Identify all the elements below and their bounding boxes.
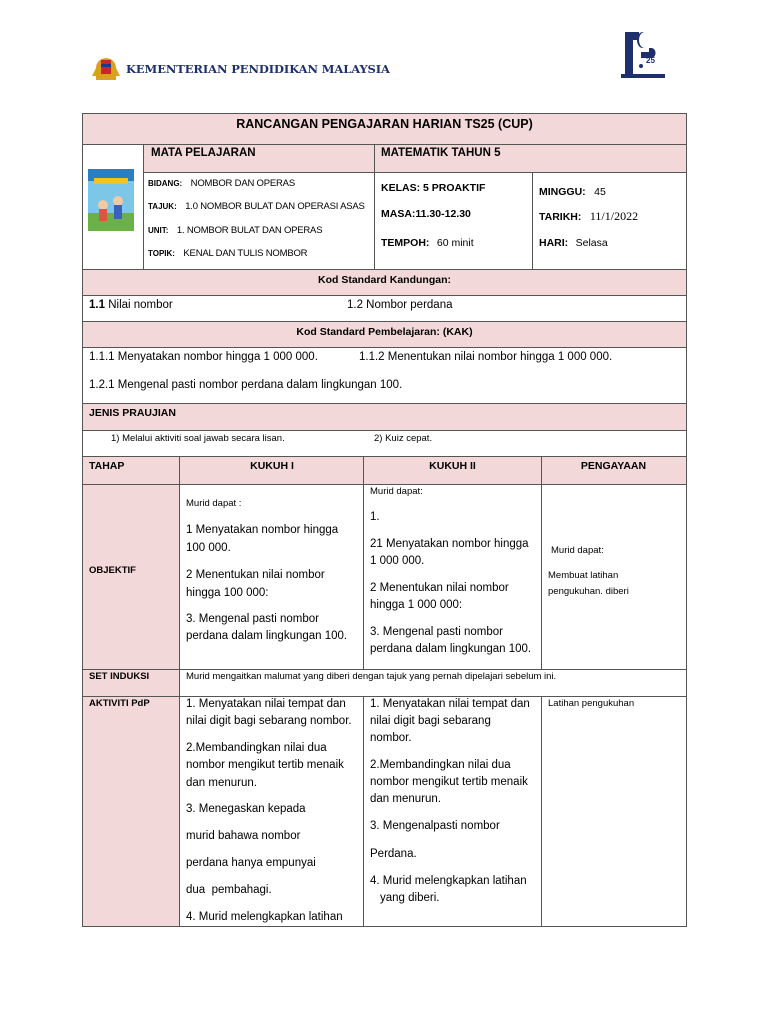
minggu-value: 45 (594, 186, 606, 198)
bidang-value: NOMBOR DAN OPERAS (190, 178, 295, 189)
jenis-item-1: 1) Melalui aktiviti soal jawab secara lisan. (111, 433, 285, 444)
topik-label: TOPIK: (148, 249, 175, 258)
akt-pengayaan-text: Latihan pengukuhan (548, 698, 635, 709)
col-pengayaan: PENGAYAAN (580, 460, 647, 472)
obj-k1-intro: Murid dapat : (186, 498, 242, 509)
obj-k2-line: 2 Menentukan nilai nombor (370, 582, 509, 594)
obj-k1-line: 100 000. (186, 542, 231, 554)
akt-k2-line: dan menurun. (370, 793, 441, 805)
obj-k1-line: perdana dalam lingkungan 100. (186, 630, 348, 642)
obj-k1-line: 3. Mengenal pasti nombor (186, 613, 319, 625)
akt-k2-line: 2.Membandingkan nilai dua (370, 759, 511, 771)
akt-k1-line: 2.Membandingkan nilai dua (186, 742, 327, 754)
akt-k2-line: 4. Murid melengkapkan latihan (370, 875, 527, 887)
mata-pelajaran-label: MATA PELAJARAN (151, 147, 256, 159)
hari-value: Selasa (575, 237, 608, 249)
set-induksi-label: SET INDUKSI (89, 671, 150, 682)
ksk-header: Kod Standard Kandungan: (318, 274, 451, 286)
obj-k2-intro: Murid dapat: (370, 486, 423, 497)
jenis-praujian-label: JENIS PRAUJIAN (89, 407, 176, 419)
jenis-item-2: 2) Kuiz cepat. (374, 433, 433, 444)
topik-value: KENAL DAN TULIS NOMBOR (183, 248, 308, 259)
aktiviti-label: AKTIVITI PdP (89, 698, 150, 709)
col-kukuh-2: KUKUH II (429, 460, 476, 472)
tarikh-value: 11/1/2022 (589, 209, 639, 223)
akt-k2-line: nombor mengikut tertib menaik (370, 776, 528, 788)
akt-k2-line: yang diberi. (380, 892, 440, 904)
hari-label: HARI: (539, 237, 569, 249)
obj-peng-intro: Murid dapat: (551, 545, 604, 556)
akt-k1-line: nilai digit bagi sebarang nombor. (186, 715, 352, 727)
ministry-crest-icon (90, 54, 122, 82)
akt-k2-line: 3. Mengenalpasti nombor (370, 820, 500, 832)
obj-k2-line: 3. Mengenal pasti nombor (370, 626, 503, 638)
objektif-label: OBJEKTIF (89, 565, 136, 576)
ts25-badge-text: 25 (646, 56, 655, 65)
ksk-1-number: 1.1 (89, 299, 105, 311)
bidang-label: BIDANG: (148, 179, 183, 188)
obj-k2-line: hingga 1 000 000: (370, 599, 463, 611)
akt-k2-line: nombor. (370, 732, 412, 744)
ministry-name: KEMENTERIAN PENDIDIKAN MALAYSIA (126, 62, 390, 76)
akt-k1-line: murid bahawa nombor (186, 830, 301, 842)
obj-k1-line: 2 Menentukan nilai nombor (186, 569, 325, 581)
akt-k1-line: dan menurun. (186, 777, 257, 789)
obj-k1-line: hingga 100 000: (186, 587, 269, 599)
ksk-1-text: Nilai nombor (108, 299, 173, 311)
obj-k1-line: 1 Menyatakan nombor hingga (186, 524, 339, 536)
akt-k1-line: dua pembahagi. (186, 884, 272, 896)
akt-k1-line: perdana hanya empunyai (186, 857, 316, 869)
unit-value: 1. NOMBOR BULAT DAN OPERAS (176, 225, 323, 236)
ksp-2: 1.1.2 Menentukan nilai nombor hingga 1 000 000. (359, 351, 613, 363)
akt-k1-line: nombor mengikut tertib menaik (186, 759, 344, 771)
ksk-2: 1.2 Nombor perdana (347, 299, 453, 311)
obj-k2-line: 1 000 000. (370, 555, 425, 567)
ts25-logo-icon (619, 26, 667, 82)
ksp-3: 1.2.1 Mengenal pasti nombor perdana dalam lingkungan 100. (89, 379, 403, 391)
col-tahap: TAHAP (89, 460, 125, 472)
masa-value: MASA:11.30-12.30 (381, 208, 471, 220)
akt-k2-line: 1. Menyatakan nilai tempat dan (370, 698, 530, 710)
obj-peng-line: Membuat latihan (548, 570, 619, 581)
akt-k2-line: nilai digit bagi sebarang (370, 715, 491, 727)
tajuk-label: TAJUK: (148, 202, 177, 211)
tempoh-value: 60 minit (436, 237, 474, 249)
set-induksi-text: Murid mengaitkan malumat yang diberi dengan tajuk yang pernah dipelajari sebelum ini. (186, 671, 557, 682)
page-title: RANCANGAN PENGAJARAN HARIAN TS25 (CUP) (236, 117, 533, 131)
obj-k2-line: perdana dalam lingkungan 100. (370, 643, 532, 655)
obj-k2-line: 21 Menyatakan nombor hingga (370, 538, 529, 550)
minggu-label: MINGGU: (539, 186, 586, 198)
kelas-value: KELAS: 5 PROAKTIF (381, 182, 486, 194)
akt-k1-line: 3. Menegaskan kepada (186, 803, 306, 815)
ksp-header: Kod Standard Pembelajaran: (KAK) (296, 326, 473, 338)
obj-peng-line: pengukuhan. diberi (548, 586, 629, 597)
akt-k2-line: Perdana. (370, 848, 417, 860)
akt-k1-line: 1. Menyatakan nilai tempat dan (186, 698, 346, 710)
akt-k1-line: 4. Murid melengkapkan latihan (186, 911, 343, 923)
tarikh-label: TARIKH: (539, 211, 582, 223)
ksp-1: 1.1.1 Menyatakan nombor hingga 1 000 000. (89, 351, 318, 363)
obj-k2-line: 1. (370, 511, 380, 523)
mata-pelajaran-value: MATEMATIK TAHUN 5 (381, 147, 501, 159)
tajuk-value: 1.0 NOMBOR BULAT DAN OPERASI ASAS (185, 201, 365, 212)
unit-label: UNIT: (148, 226, 169, 235)
textbook-cover-icon (88, 169, 134, 231)
col-kukuh-1: KUKUH I (250, 460, 294, 472)
tempoh-label: TEMPOH: (381, 237, 430, 249)
